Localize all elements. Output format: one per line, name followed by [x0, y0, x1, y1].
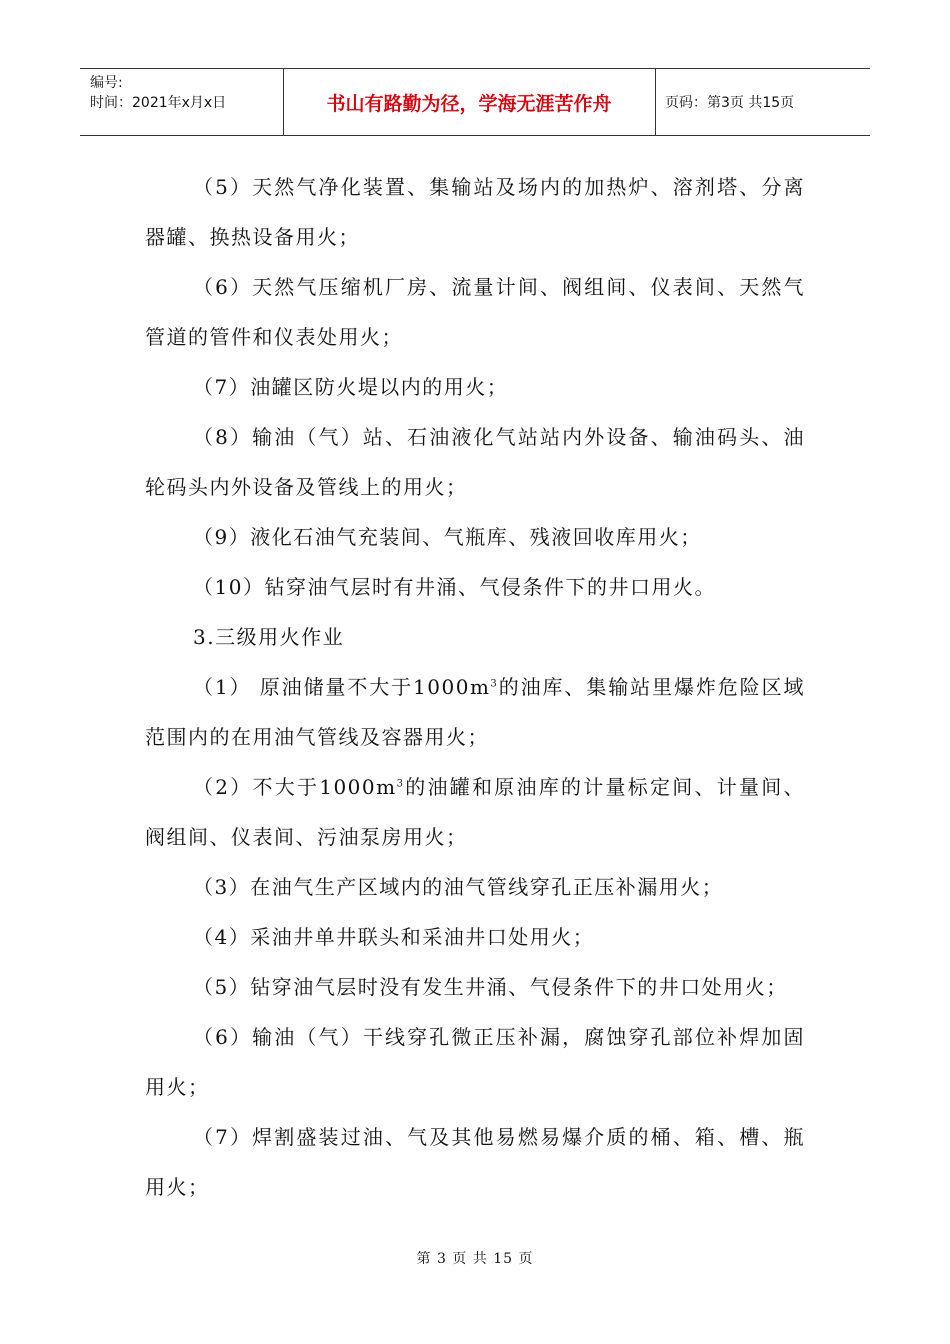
- paragraph: （5）天然气净化装置、集输站及场内的加热炉、溶剂塔、分离器罐、换热设备用火；: [145, 175, 805, 249]
- paragraph-text: 的油罐和原油库的计量标定间、计量间、阀组间、仪表间、污油泵房用火；: [145, 775, 806, 849]
- paragraph: （10）钻穿油气层时有井涌、气侵条件下的井口用火。: [193, 575, 716, 599]
- paragraph: （4）采油井单井联头和采油井口处用火；: [193, 925, 595, 949]
- superscript: 3: [490, 678, 499, 690]
- paragraph: [145, 762, 805, 862]
- paragraph: （5）钻穿油气层时没有发生井涌、气侵条件下的井口处用火；: [193, 975, 788, 999]
- paragraph: （7）焊割盛装过油、气及其他易燃易爆介质的桶、箱、槽、瓶用火；: [145, 1125, 805, 1199]
- paragraph: （7）油罐区防火堤以内的用火；: [193, 375, 509, 399]
- doc-number-label: 编号:: [90, 75, 123, 91]
- header-divider: [655, 69, 656, 135]
- paragraph: （8）输油（气）站、石油液化气站站内外设备、输油码头、油轮码头内外设备及管线上的用火；: [145, 425, 805, 499]
- doc-time-label: 时间：2021年x月x日: [90, 95, 227, 111]
- paragraph: （3）在油气生产区域内的油气管线穿孔正压补漏用火；: [193, 875, 724, 899]
- header-meta: [80, 69, 283, 135]
- paragraph-text: （1） 原油储量不大于1000m: [193, 675, 491, 699]
- paragraph: （6）输油（气）干线穿孔微正压补漏，腐蚀穿孔部位补焊加固用火；: [145, 1025, 805, 1099]
- paragraph: （6）天然气压缩机厂房、流量计间、阀组间、仪表间、天然气管道的管件和仪表处用火；: [145, 275, 805, 349]
- header-page-number: 页码：第3页 共15页: [665, 95, 795, 111]
- document-body: [145, 162, 805, 1212]
- paragraph-text: 的油库、集输站里爆炸危险区域范围内的在用油气管线及容器用火；: [145, 675, 805, 749]
- header-motto: 书山有路勤为径，学海无涯苦作舟: [326, 92, 612, 115]
- paragraph: （9）液化石油气充装间、气瓶库、残液回收库用火；: [193, 525, 702, 549]
- page-header: [80, 68, 870, 136]
- page-footer: 第 3 页 共 15 页: [416, 1251, 534, 1267]
- superscript: 3: [396, 778, 405, 790]
- paragraph-text: （2）不大于1000m: [193, 775, 397, 799]
- section-heading: 3.三级用火作业: [193, 625, 345, 649]
- paragraph: [145, 662, 805, 762]
